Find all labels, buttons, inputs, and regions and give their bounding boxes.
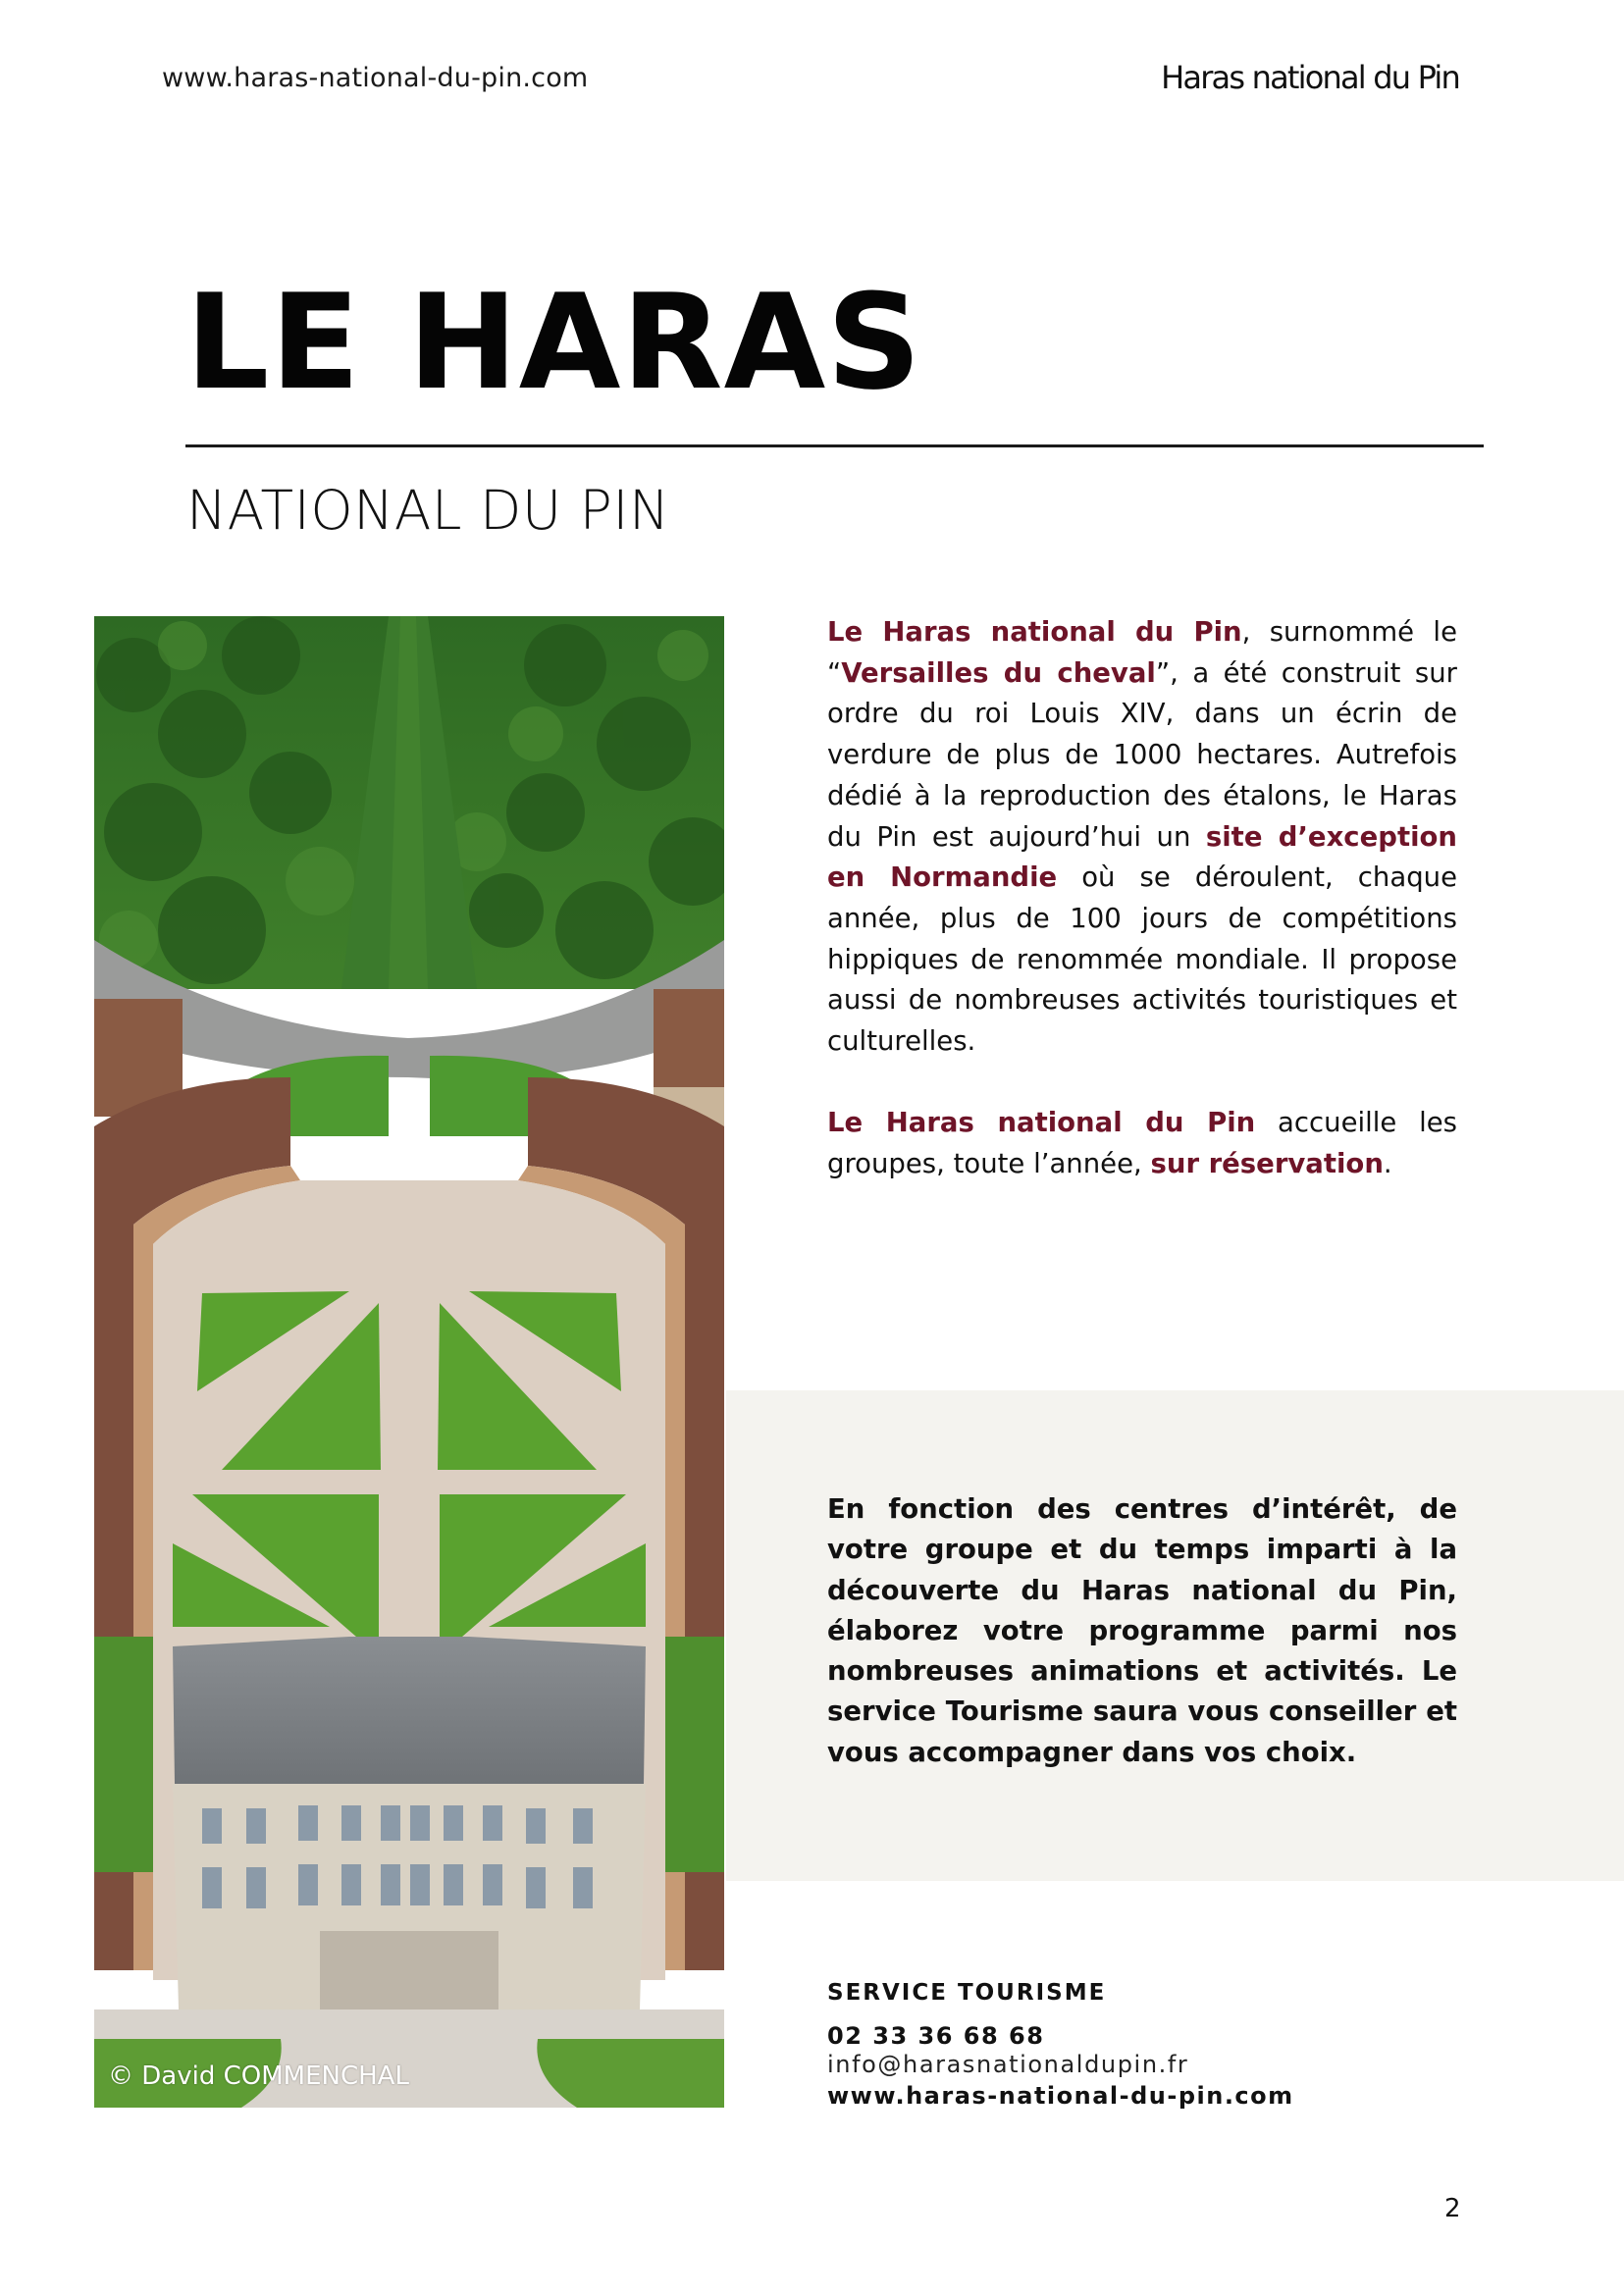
- aerial-photo-chateau-icon: [94, 616, 724, 2108]
- photo-credit: © David COMMENCHAL: [108, 2061, 409, 2091]
- page-title: LE HARAS: [185, 266, 922, 419]
- intro-text-segment: , surnommé le “: [827, 616, 1457, 689]
- intro-text-segment: où se déroulent, chaque année, plus de 100 jours de compétitions hippiques de renommée mondiale. Il propose aussi de nombreuses activités touristiques et culturelles.: [827, 861, 1457, 1058]
- highlight-site-exception: site d’exception en Normandie: [827, 820, 1457, 894]
- contact-website[interactable]: www.haras-national-du-pin.com: [827, 2082, 1294, 2110]
- intro-text-segment: accueille les groupes, toute l’année,: [827, 1107, 1457, 1180]
- header-website-link[interactable]: www.haras-national-du-pin.com: [162, 63, 589, 93]
- header-brand: Haras national du Pin: [1161, 59, 1459, 96]
- title-divider: [185, 444, 1484, 447]
- highlight-versailles: Versailles du cheval: [841, 656, 1156, 689]
- highlight-box-text: En fonction des centres d’intérêt, de votre groupe et du temps imparti à la découverte du Haras national du Pin, élaborez votre programme parmi nos nombreuses animations et activités. Le service Tourisme saura vous conseiller et vous accompagner dans vos choix.: [827, 1493, 1457, 1768]
- contact-title: SERVICE TOURISME: [827, 1980, 1107, 2006]
- highlight-haras-name: Le Haras national du Pin: [827, 616, 1242, 648]
- aerial-photo: [94, 616, 724, 2108]
- intro-paragraph-1: [827, 612, 1457, 1063]
- highlight-haras-name: Le Haras national du Pin: [827, 1107, 1256, 1139]
- page-subtitle: NATIONAL DU PIN: [186, 479, 670, 542]
- intro-text-segment: .: [1383, 1148, 1392, 1180]
- contact-email[interactable]: info@harasnationaldupin.fr: [827, 2051, 1189, 2078]
- page-number: 2: [1444, 2194, 1461, 2223]
- highlight-reservation: sur réservation: [1150, 1148, 1384, 1180]
- intro-paragraph-2: [827, 1103, 1457, 1184]
- contact-phone[interactable]: 02 33 36 68 68: [827, 2022, 1045, 2050]
- intro-text-segment: ”, a été construit sur ordre du roi Louis XIV, dans un écrin de verdure de plus de 1000 hectares. Autrefois dédié à la reproduction des étalons, le Haras du Pin est aujourd’hui un: [827, 656, 1457, 853]
- intro-text: [827, 612, 1457, 1185]
